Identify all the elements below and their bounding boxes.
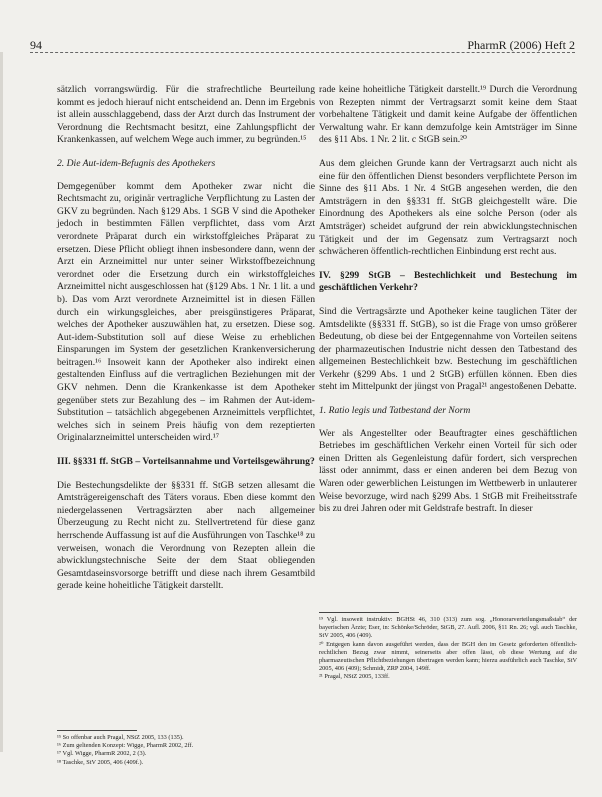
footnote: ²¹ Pragal, NStZ 2005, 133ff. [319, 673, 390, 681]
footnote: ²⁰ Entgegen kann davon ausgeführt werden, dass der BGH den im Gesetz geforderten öffentlich-rechtlichen Bezug zwar nimmt, seinerseits aber offen lässt, ob diese Wertung auf die pharmazeutischen Pflichtbeziehungen übertragen werden kann; hierzu ausführlich auch Taschke, StV 2005, 406 (409); Schmidt, ZRP 2004, 149ff. [319, 640, 577, 673]
subsection-heading: 1. Ratio legis und Tatbestand der Norm [319, 405, 471, 417]
left-footnotes [57, 730, 315, 767]
subsection-heading: 2. Die Aut-idem-Befugnis des Apothekers [57, 157, 216, 169]
footnote-rule [57, 730, 137, 731]
page-number: 94 [30, 38, 42, 52]
page-edge-shadow [0, 52, 3, 752]
footnote: ¹⁹ Vgl. insoweit instruktiv: BGHSt 46, 310 (313) zum sog. „Honorarverteilungsmaßstab“ der bayerischen Ärzte; Eser, in: Schönke/Schröder, StGB, 27. Aufl. 2006, §11 Rn. 26; vgl. auch Taschke, StV 2005, 406 (409). [319, 616, 577, 640]
paragraph: Sind die Vertragsärzte und Apotheker keine tauglichen Täter der Amtsdelikte (§§331 ff. StGB), so ist die Frage von umso größerer Bedeutung, ob diese bei der Entgegennahme von Vorteilen seitens der pharmazeutischen Industrie nicht dessen den Tatbestand des allgemeinen Bestechlichkeit bzw. Bestechung im geschäftlichen Verkehr (§299 Abs. 1 und 2 StGB) erfüllen können. Eben dies steht im Mittelpunkt der jüngst von Pragal²¹ angestoßenen Debatte. [319, 305, 577, 393]
running-header [30, 38, 575, 52]
journal-reference: PharmR (2006) Heft 2 [467, 38, 575, 52]
footnote: ¹⁷ Vgl. Wigge, PharmR 2002, 2 (3). [57, 750, 147, 758]
left-column [57, 84, 315, 604]
footnote: ¹⁸ Taschke, StV 2005, 406 (409f.). [57, 758, 144, 766]
paragraph: Wer als Angestellter oder Beauftragter eines geschäftlichen Betriebes im geschäftlichen Verkehr einen Vorteil für sich oder einen Dritten als Gegenleistung dafür fordert, sich versprechen lässt oder annimmt, dass er einen anderen bei dem Bezug von Waren oder gewerblichen Leistungen im Wettbewerb in unlauterer Weise bevorzuge, wird nach §299 Abs. 1 StGB mit Freiheitsstrafe bis zu drei Jahren oder mit Geldstrafe bestraft. In dieser [319, 427, 577, 515]
footnote-rule [319, 612, 399, 613]
right-column [319, 84, 577, 527]
paragraph: Demgegenüber kommt dem Apotheker zwar nicht die Rechtsmacht zu, originär vertragliche Verpflichtung zu Lasten der GKV zu begründen. Nach §129 Abs. 1 SGB V sind die Apotheker jedoch in bestimmten Fällen verpflichtet, dass vom Arzt verordnete Präparat durch ein wirkstoffgleiches Präparat zu ersetzen. Diese Pflicht obliegt ihnen insbesondere dann, wenn der Arzt ein Arzneimittel nur unter seiner Wirkstoffbezeichnung verordnet oder die Ersetzung durch ein wirkstoffgleiches Arzneimittel nicht ausgeschlossen hat (§129 Abs. 1 Nr. 1 lit. a und b). Das vom Arzt verordnete Arzneimittel ist in diesen Fällen durch ein wirkungsgleiches, aber preisgünstigeres Präparat, welches der Apotheker auszuwählen hat, zu ersetzen. Diese sog. Aut-idem-Substitution soll auf diese Weise zu erheblichen Einsparungen im System der gesetzlichen Krankenversicherung beitragen.¹⁶ Insoweit kann der Apotheker also indirekt einen gestaltenden Einfluss auf die vertraglichen Beziehungen mit der GKV nehmen. Denn die Krankenkasse ist dem Apotheker gegenüber stets zur Bezahlung des – im Rahmen der Aut-idem-Substitution – tatsächlich abgegebenen Arzneimittels verpflichtet, welches sich in seinem Preis häufig von dem rezeptierten Originalarzneimittel unterscheiden wird.¹⁷ [57, 180, 315, 444]
paragraph: rade keine hoheitliche Tätigkeit darstellt.¹⁹ Durch die Verordnung von Rezepten nimmt der Vertragsarzt somit keine dem Staat vorbehaltene Tätigkeit und damit keine Aufgabe der öffentlichen Verwaltung wahr. Er kann demzufolge kein Amtsträger im Sinne des §11 Abs. 1 Nr. 2 lit. c StGB sein.²⁰ [319, 84, 577, 146]
paragraph: sätzlich vorrangswürdig. Für die strafrechtliche Beurteilung kommt es jedoch hierauf nicht entscheidend an. Denn im Ergebnis ist allein ausschlaggebend, dass der Arzt durch das Instrument der Verordnung die Rechtsmacht besitzt, eine Zahlungspflicht der Krankenkassen, auf welchem Wege auch immer, zu begründen.¹⁵ [57, 84, 315, 146]
paragraph: Aus dem gleichen Grunde kann der Vertragsarzt auch nicht als eine für den öffentlichen Dienst besonders verpflichtete Person im Sinne des §11 Abs. 1 Nr. 4 StGB angesehen werden, die den Amtsträgern in den §§331 ff. StGB gleichgestellt wäre. Die Einordnung des Apothekers als eine solche Person (oder als Amtsträger) scheidet aufgrund der rein abwicklungstechnischen Tätigkeit und der im Gegensatz zum Vertragsarzt noch schwächeren öffentlich-rechtlichen Einbindung erst recht aus. [319, 157, 577, 258]
footnote: ¹⁵ So offenbar auch Pragal, NStZ 2005, 133 (135). [57, 734, 184, 741]
right-footnotes [319, 612, 577, 682]
section-heading: III. §§331 ff. StGB – Vorteilsannahme und Vorteilsgewährung? [57, 456, 315, 468]
footnote: ¹⁶ Zum geltenden Konzept: Wigge, PharmR 2002, 2ff. [57, 742, 194, 750]
section-heading: IV. §299 StGB – Bestechlichkeit und Bestechung im geschäftlichen Verkehr? [319, 269, 577, 294]
paragraph: Die Bestechungsdelikte der §§331 ff. StGB setzen allesamt die Amtsträgereigenschaft des Täters voraus. Eben diese kommt den niedergelassenen Vertragsärzten aber nach allgemeiner Überzeugung zu Recht nicht zu. Stellvertretend für diese ganz herrschende Auffassung ist auf die Ausführungen von Taschke¹⁸ zu verweisen, wonach die Verordnung von Rezepten allein die abwicklungstechnische Seite der dem Staat obliegenden Gesamtdaseinsvorsorge betrifft und diese nach ihrem Gesamtbild gerade keine hoheitliche Tätigkeit darstellt. [57, 479, 315, 592]
header-rule [30, 52, 575, 53]
